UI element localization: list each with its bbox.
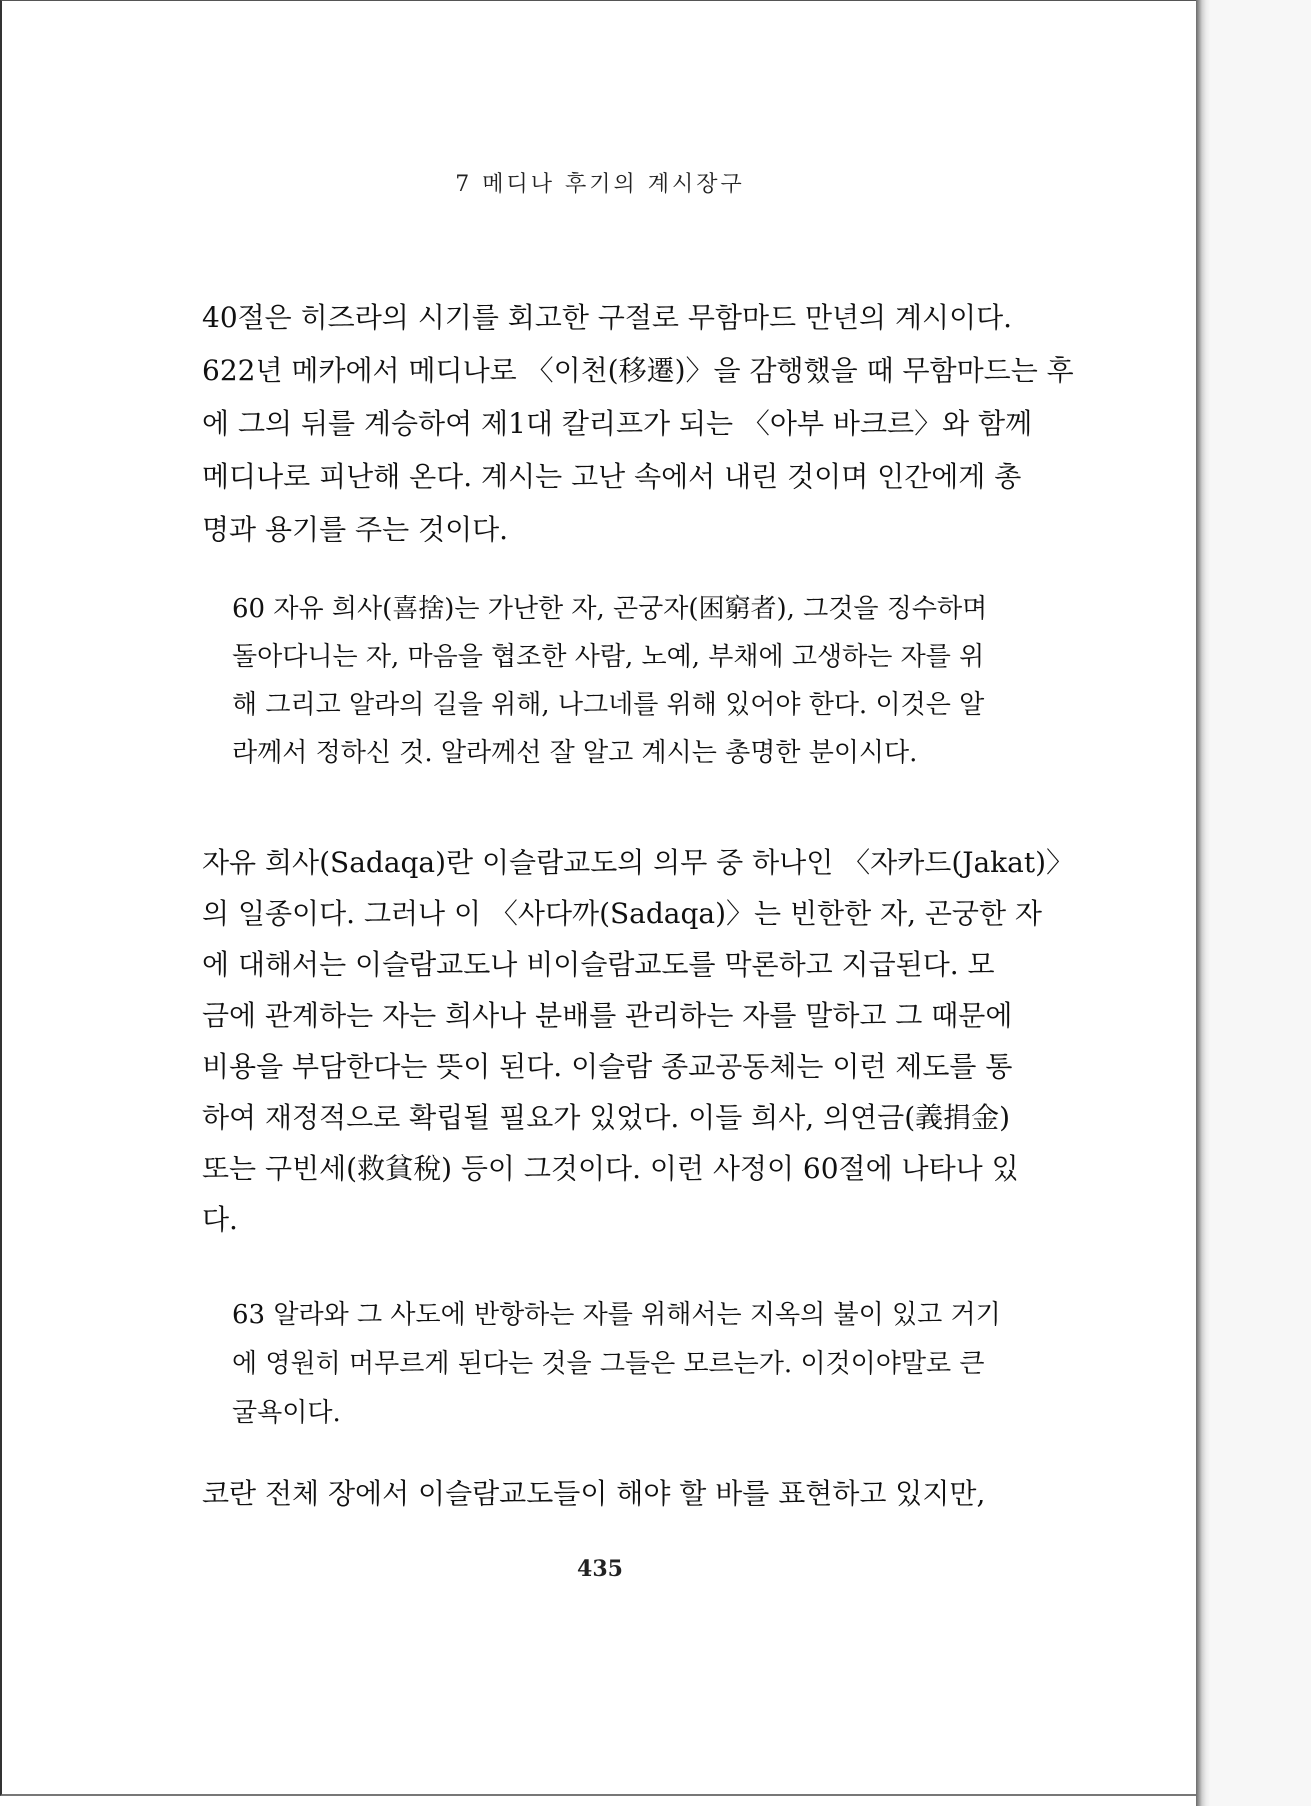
text-line: 622년 메카에서 메디나로 〈이천(移遷)〉을 감행했을 때 무함마드는 후 (202, 354, 1074, 387)
text-line: 의 일종이다. 그러나 이 〈사다까(Sadaqa)〉는 빈한한 자, 곤궁한 자 (202, 897, 1042, 930)
background-area (1210, 0, 1311, 1806)
text-line: 해 그리고 알라의 길을 위해, 나그네를 위해 있어야 한다. 이것은 알 (232, 690, 985, 720)
text-line: 비용을 부담한다는 뜻이 된다. 이슬람 종교공동체는 이런 제도를 통 (202, 1050, 1013, 1083)
text-line: 코란 전체 장에서 이슬람교도들이 해야 할 바를 표현하고 있지만, (202, 1477, 986, 1510)
text-line: 63 알라와 그 사도에 반항하는 자를 위해서는 지옥의 불이 있고 거기 (232, 1300, 1001, 1330)
text-line: 에 대해서는 이슬람교도나 비이슬람교도를 막론하고 지급된다. 모 (202, 948, 995, 981)
verse-quote (232, 1291, 1047, 1438)
body-paragraph (202, 291, 1074, 556)
text-line: 굴욕이다. (232, 1398, 341, 1428)
text-line: 40절은 히즈라의 시기를 회고한 구절로 무함마드 만년의 계시이다. (202, 301, 1013, 334)
text-line: 메디나로 피난해 온다. 계시는 고난 속에서 내린 것이며 인간에게 총 (202, 460, 1022, 493)
page-number: 435 (577, 1556, 623, 1582)
text-line: 60 자유 희사(喜捨)는 가난한 자, 곤궁자(困窮者), 그것을 징수하며 (232, 594, 988, 624)
text-line: 에 그의 뒤를 계승하여 제1대 칼리프가 되는 〈아부 바크르〉와 함께 (202, 407, 1033, 440)
text-line: 라께서 정하신 것. 알라께선 잘 알고 계시는 총명한 분이시다. (232, 738, 918, 768)
body-paragraph (202, 837, 1074, 1245)
page-edge-shadow (1196, 0, 1210, 1806)
text-line: 다. (202, 1203, 238, 1236)
text-line: 금에 관계하는 자는 희사나 분배를 관리하는 자를 말하고 그 때문에 (202, 999, 1013, 1032)
text-line: 에 영원히 머무르게 된다는 것을 그들은 모르는가. 이것이야말로 큰 (232, 1349, 985, 1379)
text-line: 하여 재정적으로 확립될 필요가 있었다. 이들 희사, 의연금(義捐金) (202, 1101, 1011, 1134)
running-header: 7 메디나 후기의 계시장구 (455, 172, 745, 197)
text-line: 명과 용기를 주는 것이다. (202, 513, 509, 546)
text-line: 또는 구빈세(救貧稅) 등이 그것이다. 이런 사정이 60절에 나타나 있 (202, 1152, 1019, 1185)
text-line: 돌아다니는 자, 마음을 협조한 사람, 노예, 부채에 고생하는 자를 위 (232, 642, 985, 672)
verse-quote (232, 585, 1047, 777)
text-line: 자유 희사(Sadaqa)란 이슬람교도의 의무 중 하나인 〈자카드(Jakat)〉 (202, 846, 1074, 879)
body-paragraph (202, 1469, 1062, 1519)
